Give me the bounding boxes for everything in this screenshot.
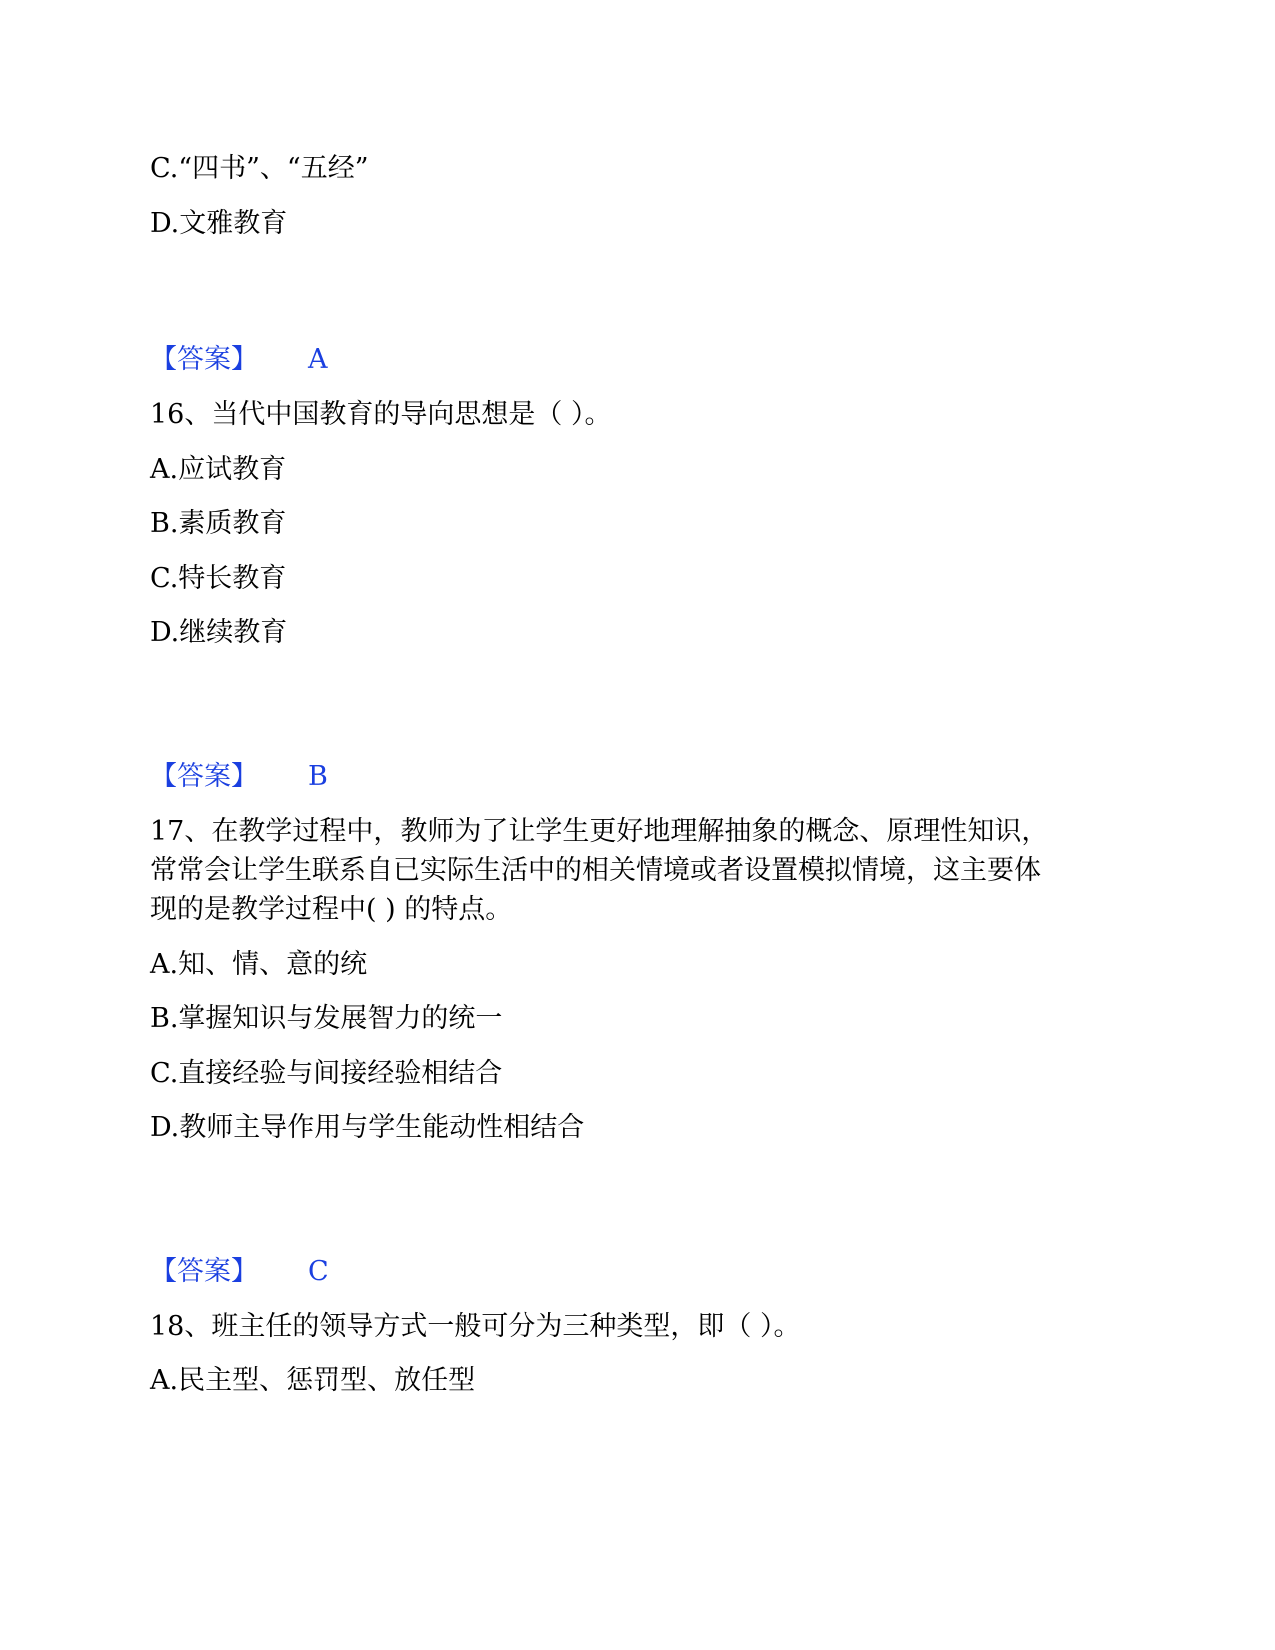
option-c: C.直接经验与间接经验相结合: [150, 1058, 503, 1089]
option-d: D.教师主导作用与学生能动性相结合: [150, 1112, 585, 1143]
option-b: B.素质教育: [150, 508, 287, 539]
option-a: A.应试教育: [150, 454, 287, 485]
option-c: C.“四书”、“五经”: [150, 153, 369, 184]
option-a: A.知、情、意的统: [150, 949, 368, 980]
option-c: C.特长教育: [150, 563, 287, 594]
question-stem: 16、当代中国教育的导向思想是（ ）。: [150, 399, 612, 430]
answer-label: 【答案】: [150, 1256, 258, 1287]
answer-row: [150, 757, 328, 797]
question-stem: 现的是教学过程中( ) 的特点。: [150, 894, 513, 925]
option-d: D.文雅教育: [150, 208, 288, 239]
option-b: B.掌握知识与发展智力的统一: [150, 1003, 503, 1034]
answer-label: 【答案】: [150, 761, 258, 792]
question-stem: 17、在教学过程中，教师为了让学生更好地理解抽象的概念、原理性知识，: [150, 816, 1049, 847]
option-d: D.继续教育: [150, 617, 288, 648]
question-stem: 常常会让学生联系自已实际生活中的相关情境或者设置模拟情境，这主要体: [150, 855, 1041, 886]
answer-row: [150, 1252, 329, 1292]
question-stem: 18、班主任的领导方式一般可分为三种类型，即（ ）。: [150, 1311, 801, 1342]
answer-value: C: [308, 1256, 329, 1287]
answer-label: 【答案】: [150, 344, 258, 375]
answer-row: [150, 340, 328, 380]
answer-value: A: [308, 344, 328, 375]
answer-value: B: [308, 761, 328, 792]
option-a: A.民主型、惩罚型、放任型: [150, 1365, 476, 1396]
